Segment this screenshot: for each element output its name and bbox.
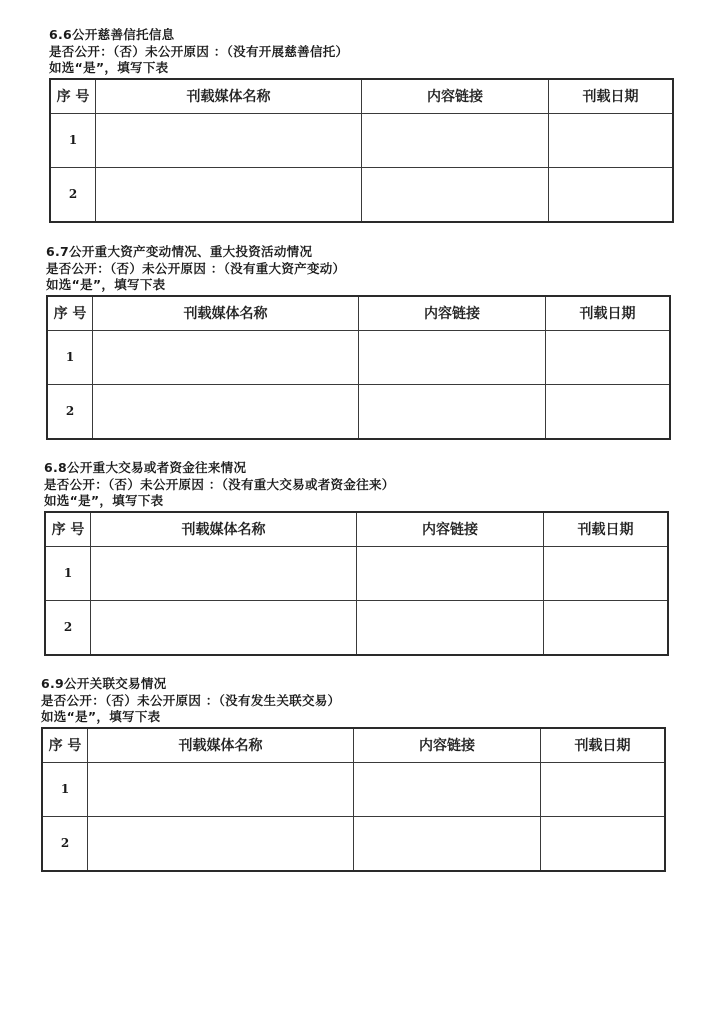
row-number: 2: [47, 384, 93, 439]
publish-date-cell[interactable]: [541, 816, 666, 871]
row-number: 1: [42, 762, 88, 816]
section-6-7: [46, 244, 671, 440]
section-title: 6.9公开关联交易情况: [41, 676, 167, 691]
table-row: [47, 330, 670, 384]
table-header-row: [42, 728, 665, 763]
fill-instruction: 如选“是”，填写下表: [44, 493, 164, 508]
row-number: 1: [47, 330, 93, 384]
header-no: 序 号: [45, 512, 91, 547]
disclosure-status: 是否公开：（否）未公开原因 ：（没有重大资产变动）: [46, 260, 346, 276]
content-link-cell[interactable]: [362, 113, 549, 167]
content-link-cell[interactable]: [354, 762, 541, 816]
publish-date-cell[interactable]: [541, 762, 666, 816]
section-title: 6.8公开重大交易或者资金往来情况: [44, 460, 247, 475]
publish-date-cell[interactable]: [549, 113, 674, 167]
row-number: 1: [45, 546, 91, 600]
table-row: [45, 600, 668, 655]
disclosure-status: 是否公开：（否）未公开原因 ：（没有重大交易或者资金往来）: [44, 476, 395, 492]
table-row: [47, 384, 670, 439]
section-title: 6.7公开重大资产变动情况、重大投资活动情况: [46, 244, 313, 259]
section-6-8: [44, 460, 669, 656]
table-row: [50, 113, 673, 167]
section-6-6: [49, 27, 674, 223]
media-name-cell[interactable]: [96, 113, 362, 167]
media-name-cell[interactable]: [93, 330, 359, 384]
publish-date-cell[interactable]: [544, 600, 669, 655]
media-name-cell[interactable]: [88, 816, 354, 871]
row-number: 2: [45, 600, 91, 655]
disclosure-table: [44, 511, 669, 656]
content-link-cell[interactable]: [357, 546, 544, 600]
section-6-9: [41, 676, 666, 872]
content-link-cell[interactable]: [359, 384, 546, 439]
publish-date-cell[interactable]: [546, 330, 671, 384]
header-media-name: 刊载媒体名称: [88, 728, 354, 763]
publish-date-cell[interactable]: [549, 167, 674, 222]
header-content-link: 内容链接: [362, 79, 549, 114]
header-content-link: 内容链接: [359, 296, 546, 331]
table-header-row: [47, 296, 670, 331]
content-link-cell[interactable]: [359, 330, 546, 384]
header-media-name: 刊载媒体名称: [91, 512, 357, 547]
table-row: [42, 762, 665, 816]
header-no: 序 号: [47, 296, 93, 331]
media-name-cell[interactable]: [93, 384, 359, 439]
media-name-cell[interactable]: [91, 600, 357, 655]
header-publish-date: 刊载日期: [544, 512, 669, 547]
header-content-link: 内容链接: [354, 728, 541, 763]
content-link-cell[interactable]: [362, 167, 549, 222]
header-publish-date: 刊载日期: [541, 728, 666, 763]
table-row: [50, 167, 673, 222]
row-number: 2: [50, 167, 96, 222]
header-media-name: 刊载媒体名称: [93, 296, 359, 331]
row-number: 1: [50, 113, 96, 167]
row-number: 2: [42, 816, 88, 871]
table-row: [45, 546, 668, 600]
content-link-cell[interactable]: [354, 816, 541, 871]
header-content-link: 内容链接: [357, 512, 544, 547]
fill-instruction: 如选“是”，填写下表: [46, 277, 166, 292]
header-no: 序 号: [42, 728, 88, 763]
publish-date-cell[interactable]: [546, 384, 671, 439]
disclosure-table: [49, 78, 674, 223]
disclosure-status: 是否公开：（否）未公开原因 ：（没有发生关联交易）: [41, 692, 341, 708]
header-publish-date: 刊载日期: [549, 79, 674, 114]
table-header-row: [50, 79, 673, 114]
content-link-cell[interactable]: [357, 600, 544, 655]
fill-instruction: 如选“是”，填写下表: [41, 709, 161, 724]
media-name-cell[interactable]: [88, 762, 354, 816]
disclosure-table: [46, 295, 671, 440]
table-row: [42, 816, 665, 871]
table-header-row: [45, 512, 668, 547]
header-no: 序 号: [50, 79, 96, 114]
publish-date-cell[interactable]: [544, 546, 669, 600]
section-title: 6.6公开慈善信托信息: [49, 27, 175, 42]
media-name-cell[interactable]: [91, 546, 357, 600]
fill-instruction: 如选“是”，填写下表: [49, 60, 169, 75]
media-name-cell[interactable]: [96, 167, 362, 222]
disclosure-table: [41, 727, 666, 872]
disclosure-status: 是否公开：（否）未公开原因 ：（没有开展慈善信托）: [49, 43, 349, 59]
header-publish-date: 刊载日期: [546, 296, 671, 331]
header-media-name: 刊载媒体名称: [96, 79, 362, 114]
